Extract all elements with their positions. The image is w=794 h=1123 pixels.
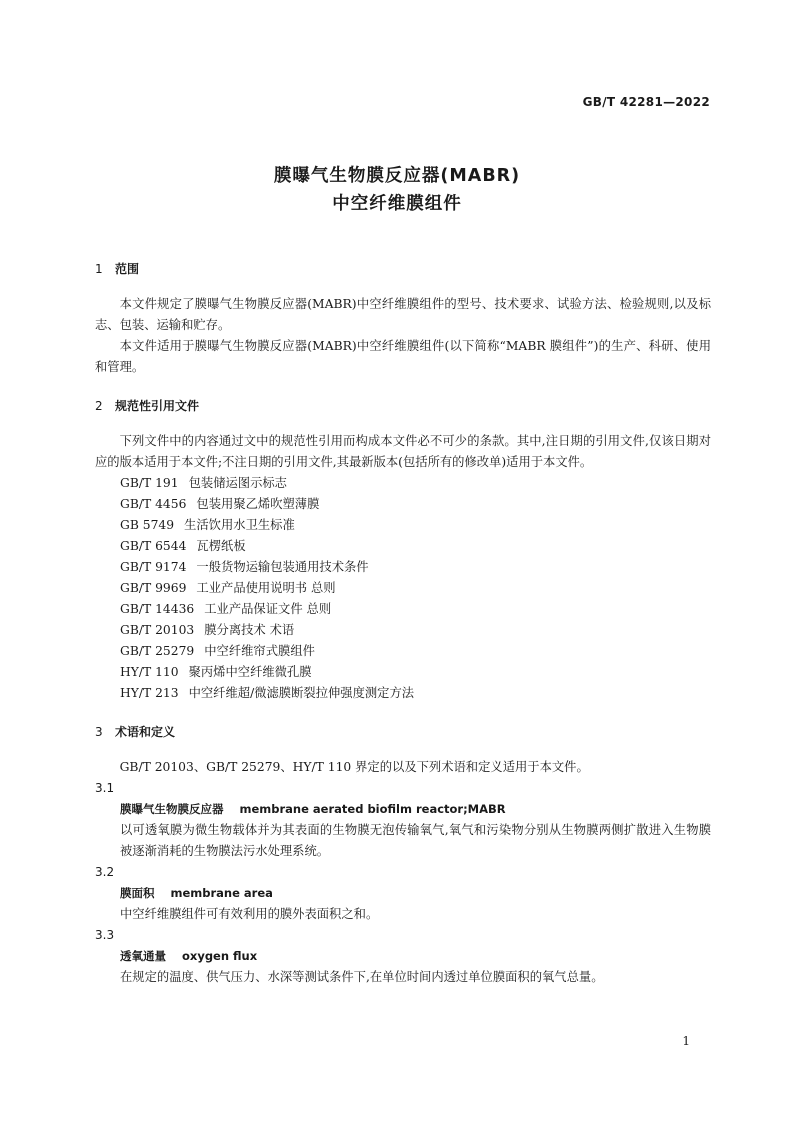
- term-number: 3.1: [95, 781, 115, 795]
- reference-code: GB 5749: [120, 518, 175, 532]
- term-name-en: membrane area: [170, 886, 273, 900]
- reference-name: 一般货物运输包装通用技术条件: [196, 560, 369, 574]
- reference-name: 包装用聚乙烯吹塑薄膜: [196, 497, 320, 511]
- term-number: 3.2: [95, 865, 115, 879]
- paragraph: 本文件适用于膜曝气生物膜反应器(MABR)中空纤维膜组件(以下简称“MABR 膜组件”)的生产、科研、使用和管理。: [95, 339, 711, 374]
- reference-code: GB/T 20103: [120, 623, 195, 637]
- reference-code: GB/T 14436: [120, 602, 195, 616]
- reference-item: [95, 620, 711, 641]
- reference-code: GB/T 9969: [120, 581, 187, 595]
- reference-name: 聚丙烯中空纤维微孔膜: [188, 665, 312, 679]
- paragraph: GB/T 20103、GB/T 25279、HY/T 110 界定的以及下列术语和定义适用于本文件。: [119, 760, 589, 774]
- reference-item: [95, 599, 711, 620]
- term-number: 3.3: [95, 928, 115, 942]
- paragraph: 本文件规定了膜曝气生物膜反应器(MABR)中空纤维膜组件的型号、技术要求、试验方法、检验规则,以及标志、包装、运输和贮存。: [95, 297, 711, 332]
- section-heading-normative-references: [95, 396, 711, 417]
- term-name: [95, 799, 711, 820]
- reference-item: [95, 494, 711, 515]
- reference-code: GB/T 6544: [120, 539, 187, 553]
- reference-code: HY/T 110: [120, 665, 179, 679]
- term-name-en: oxygen flux: [182, 949, 258, 963]
- section-number: 1: [95, 262, 103, 276]
- reference-item: [95, 683, 711, 704]
- section-heading-terms-and-definitions: [95, 722, 711, 743]
- term-definition: 以可透氧膜为微生物载体并为其表面的生物膜无泡传输氧气,氧气和污染物分别从生物膜两侧扩散进入生物膜被逐渐消耗的生物膜法污水处理系统。: [120, 823, 711, 858]
- document-title-line1: 膜曝气生物膜反应器(MABR): [273, 166, 521, 186]
- reference-name: 生活饮用水卫生标准: [184, 518, 295, 532]
- term-name-zh: 膜面积: [120, 886, 155, 900]
- term-name-en: membrane aerated biofilm reactor;MABR: [239, 802, 506, 816]
- section-heading-scope: [95, 259, 711, 280]
- reference-item: [95, 557, 711, 578]
- reference-name: 膜分离技术 术语: [204, 623, 295, 637]
- reference-name: 中空纤维帘式膜组件: [204, 644, 315, 658]
- term-name: [95, 946, 711, 967]
- term-name-zh: 透氧通量: [120, 949, 166, 963]
- reference-list: [95, 473, 711, 704]
- reference-code: GB/T 191: [120, 476, 179, 490]
- section-title: 术语和定义: [115, 725, 176, 739]
- term-definition: 在规定的温度、供气压力、水深等测试条件下,在单位时间内透过单位膜面积的氧气总量。: [120, 970, 604, 984]
- section-title: 范围: [115, 262, 140, 276]
- reference-name: 包装储运图示标志: [188, 476, 287, 490]
- reference-name: 工业产品使用说明书 总则: [196, 581, 336, 595]
- reference-item: [95, 662, 711, 683]
- reference-name: 工业产品保证文件 总则: [204, 602, 332, 616]
- reference-name: 瓦楞纸板: [196, 539, 246, 553]
- section-title: 规范性引用文件: [115, 399, 200, 413]
- reference-item: [95, 473, 711, 494]
- section-number: 3: [95, 725, 103, 739]
- reference-code: GB/T 25279: [120, 644, 195, 658]
- term-name: [95, 883, 711, 904]
- document-body: [95, 259, 711, 988]
- document-title-line2: 中空纤维膜组件: [332, 194, 462, 214]
- reference-item: [95, 578, 711, 599]
- standard-code: GB/T 42281—2022: [582, 95, 710, 109]
- term-definition: 中空纤维膜组件可有效利用的膜外表面积之和。: [120, 907, 379, 921]
- section-number: 2: [95, 399, 103, 413]
- reference-item: [95, 536, 711, 557]
- paragraph: 下列文件中的内容通过文中的规范性引用而构成本文件必不可少的条款。其中,注日期的引用文件,仅该日期对应的版本适用于本文件;不注日期的引用文件,其最新版本(包括所有的修改单)适用于本文件。: [95, 434, 711, 469]
- term-name-zh: 膜曝气生物膜反应器: [120, 802, 224, 816]
- reference-code: HY/T 213: [120, 686, 179, 700]
- reference-item: [95, 515, 711, 536]
- reference-code: GB/T 9174: [120, 560, 187, 574]
- reference-code: GB/T 4456: [120, 497, 187, 511]
- reference-item: [95, 641, 711, 662]
- page-number: 1: [682, 1034, 690, 1048]
- reference-name: 中空纤维超/微滤膜断裂拉伸强度测定方法: [188, 686, 415, 700]
